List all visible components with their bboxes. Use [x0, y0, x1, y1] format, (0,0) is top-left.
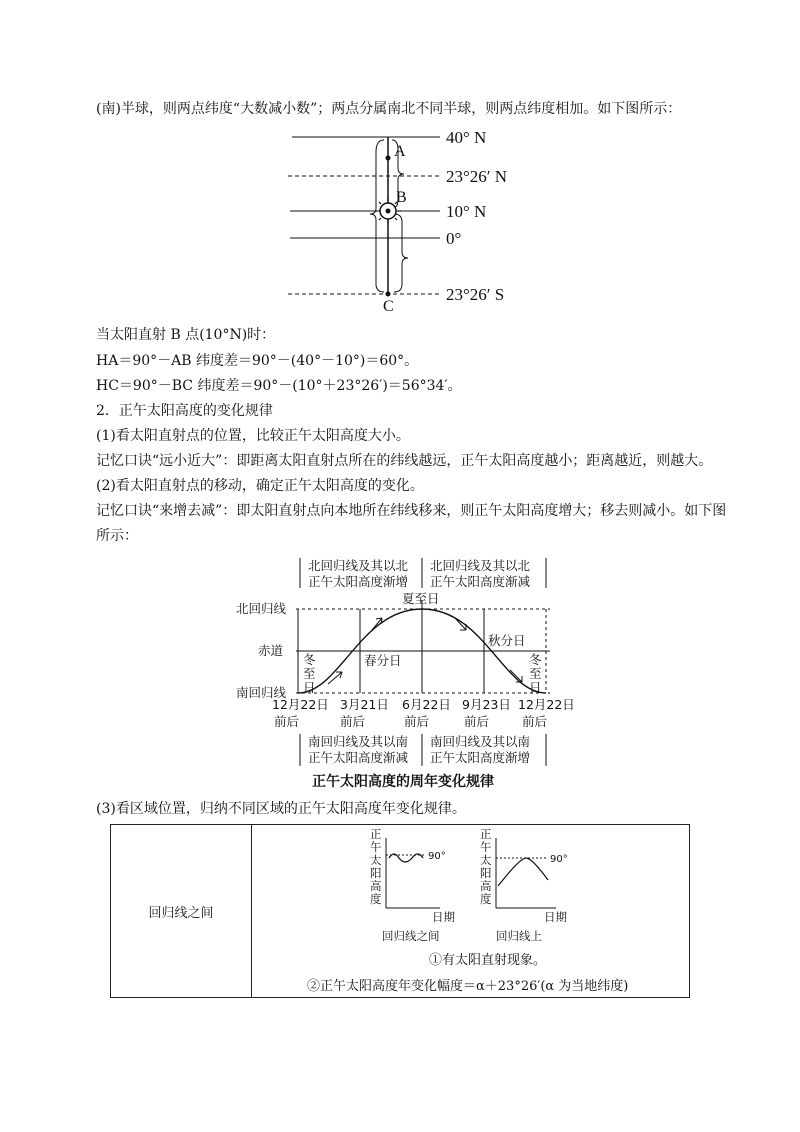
lat-north-label: 北回归线: [236, 601, 287, 616]
left-x-axis-label: 日期: [432, 910, 455, 924]
svg-text:阳: 阳: [480, 866, 492, 880]
summer-solstice-label: 夏至日: [402, 591, 440, 606]
paragraph-direct-point: 当太阳直射 B 点(10°N)时：: [96, 327, 276, 343]
right-y-axis-label: [480, 827, 492, 906]
bottom-left-label-2: 正午太阳高度渐减: [308, 750, 409, 765]
formula-ha: HA＝90°－AB 纬度差＝90°－(40°－10°)＝60°。: [96, 353, 419, 369]
bottom-right-label-2: 正午太阳高度渐增: [430, 750, 531, 765]
paragraph-rule-3: (3)看区域位置，归纳不同区域的正午太阳高度年变化规律。: [96, 801, 466, 817]
top-left-label-2: 正午太阳高度渐增: [308, 574, 409, 589]
date-3: 6月22日: [402, 697, 451, 712]
date-5: 12月22日: [518, 697, 575, 712]
svg-text:阳: 阳: [370, 866, 382, 880]
paragraph-hemisphere-rule: (南)半球，则两点纬度“大数减小数”；两点分属南北不同半球，则两点纬度相加。如下图所示：: [96, 101, 682, 117]
svg-text:度: 度: [370, 892, 382, 906]
lat-label-10n: 10° N: [446, 202, 487, 221]
point-c-label: C: [383, 298, 394, 315]
table-note-2: ②正午太阳高度年变化幅度＝α＋23°26′(α 为当地纬度): [307, 979, 629, 994]
svg-text:正: 正: [480, 827, 492, 841]
paragraph-rule-2: (2)看太阳直射点的移动，确定正午太阳高度的变化。: [96, 478, 424, 494]
top-left-label-1: 北回归线及其以北: [308, 558, 409, 573]
point-a-label: A: [394, 143, 406, 160]
svg-text:高: 高: [370, 879, 382, 893]
svg-text:太: 太: [480, 853, 492, 867]
right-chart-caption: 回归线上: [496, 929, 542, 943]
top-right-label-1: 北回归线及其以北: [430, 558, 531, 573]
left-chart-caption: 回归线之间: [382, 929, 440, 943]
point-b-label: B: [396, 189, 407, 206]
svg-text:太: 太: [370, 853, 382, 867]
table-row-label: 回归线之间: [148, 905, 214, 921]
date-sub-2: 前后: [340, 714, 366, 729]
lat-label-0: 0°: [446, 229, 462, 248]
svg-text:日: 日: [303, 680, 316, 695]
left-y-axis-label: [370, 827, 382, 906]
date-2: 3月21日: [340, 697, 389, 712]
date-sub-1: 前后: [274, 714, 300, 729]
lat-south-label: 南回归线: [236, 685, 287, 700]
date-sub-5: 前后: [522, 714, 548, 729]
paragraph-mnemonic-2-cont: 所示：: [96, 528, 138, 544]
top-right-label-2: 正午太阳高度渐减: [430, 574, 531, 589]
svg-text:至: 至: [303, 666, 316, 681]
date-1: 12月22日: [272, 697, 329, 712]
on-tropic-curve: [498, 858, 548, 886]
paragraph-mnemonic-2: 记忆口诀“来增去减”：即太阳直射点向本地所在纬线移来，则正午太阳高度增大；移去则减小。如下图: [96, 503, 727, 519]
section-heading-2: 2．正午太阳高度的变化规律: [96, 403, 273, 419]
table-note-1: ①有太阳直射现象。: [429, 953, 547, 968]
date-sub-3: 前后: [404, 714, 430, 729]
lat-equator-label: 赤道: [258, 643, 284, 658]
svg-text:冬: 冬: [303, 652, 316, 667]
svg-text:冬: 冬: [529, 652, 542, 667]
bottom-left-label-1: 南回归线及其以南: [308, 734, 409, 749]
spring-equinox-label: 春分日: [364, 653, 402, 668]
date-sub-4: 前后: [464, 714, 490, 729]
right-ninety-label: 90°: [550, 854, 568, 865]
date-4: 9月23日: [462, 697, 511, 712]
svg-text:日: 日: [529, 680, 542, 695]
formula-hc: HC＝90°－BC 纬度差＝90°－(10°＋23°26′)＝56°34′。: [96, 378, 462, 394]
svg-text:高: 高: [480, 879, 492, 893]
autumn-equinox-label: 秋分日: [488, 633, 526, 648]
svg-text:午: 午: [480, 840, 492, 854]
lat-label-2326n: 23°26′ N: [446, 167, 508, 186]
figure-caption: 正午太阳高度的周年变化规律: [312, 774, 494, 790]
svg-text:至: 至: [529, 666, 542, 681]
left-ninety-label: 90°: [428, 851, 446, 862]
paragraph-mnemonic-1: 记忆口诀“远小近大”：即距离太阳直射点所在的纬线越远，正午太阳高度越小；距离越近，则越大。: [96, 453, 713, 469]
lat-label-2326s: 23°26′ S: [446, 285, 505, 304]
svg-text:正: 正: [370, 827, 382, 841]
paragraph-rule-1: (1)看太阳直射点的位置，比较正午太阳高度大小。: [96, 428, 410, 444]
svg-text:度: 度: [480, 892, 492, 906]
right-x-axis-label: 日期: [544, 910, 567, 924]
bottom-right-label-1: 南回归线及其以南: [430, 734, 531, 749]
lat-label-40n: 40° N: [446, 128, 487, 147]
svg-text:午: 午: [370, 840, 382, 854]
